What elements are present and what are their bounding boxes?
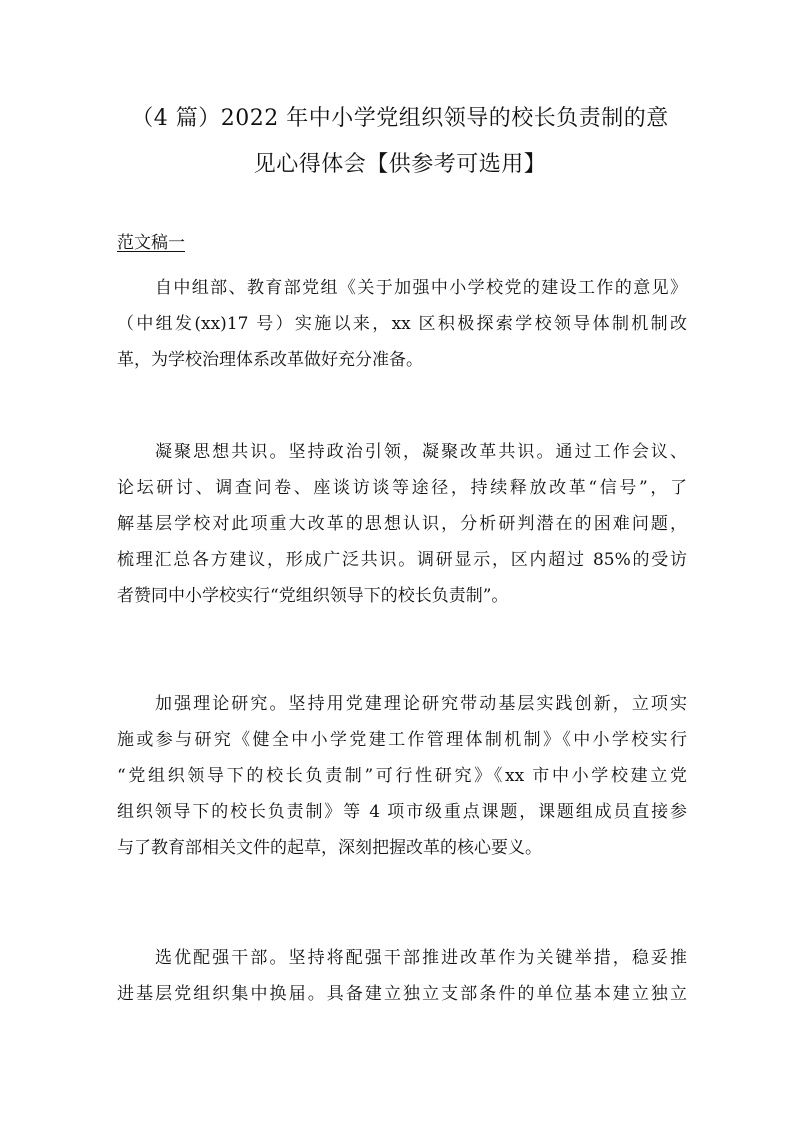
paragraph-line: 革，为学校治理体系改革做好充分准备。 <box>117 350 423 370</box>
paragraph-1 <box>117 270 687 378</box>
paragraph-line: 加强理论研究。坚持用党建理论研究带动基层实践创新，立项实 <box>155 694 687 714</box>
paragraph-line: 自中组部、教育部党组《关于加强中小学校党的建设工作的意见》 <box>155 278 687 298</box>
paragraph-line: 论坛研讨、调查问卷、座谈访谈等途径，持续释放改革“信号”，了 <box>117 478 687 498</box>
paragraph-line: “党组织领导下的校长负责制”可行性研究》《xx 市中小学校建立党 <box>117 766 687 786</box>
paragraph-line: 施或参与研究《健全中小学党建工作管理体制机制》《中小学校实行 <box>117 730 687 750</box>
paragraph-2 <box>117 434 687 614</box>
paragraph-line: 者赞同中小学校实行“党组织领导下的校长负责制”。 <box>117 586 509 606</box>
section-heading: 范文稿一 <box>117 233 185 253</box>
title-line-2: 见心得体会【供参考可选用】 <box>253 152 547 177</box>
paragraph-line: 梳理汇总各方建议，形成广泛共识。调研显示，区内超过 85%的受访 <box>117 550 687 570</box>
paragraph-line: 解基层学校对此项重大改革的思想认识，分析研判潜在的困难问题， <box>117 514 687 534</box>
paragraph-3 <box>117 686 687 866</box>
paragraph-4 <box>117 940 687 1012</box>
paragraph-line: 凝聚思想共识。坚持政治引领，凝聚改革共识。通过工作会议、 <box>155 442 687 462</box>
paragraph-line: 与了教育部相关文件的起草，深刻把握改革的核心要义。 <box>117 838 542 858</box>
paragraph-line: 进基层党组织集中换届。具备建立独立支部条件的单位基本建立独立 <box>117 984 687 1004</box>
paragraph-line: （中组发(xx)17 号）实施以来，xx 区积极探索学校领导体制机制改 <box>117 314 687 334</box>
title-line-1: （4 篇）2022 年中小学党组织领导的校长负责制的意 <box>131 106 669 131</box>
document-title <box>100 96 700 188</box>
paragraph-line: 选优配强干部。坚持将配强干部推进改革作为关键举措，稳妥推 <box>155 948 687 968</box>
paragraph-line: 组织领导下的校长负责制》等 4 项市级重点课题，课题组成员直接参 <box>117 802 687 822</box>
